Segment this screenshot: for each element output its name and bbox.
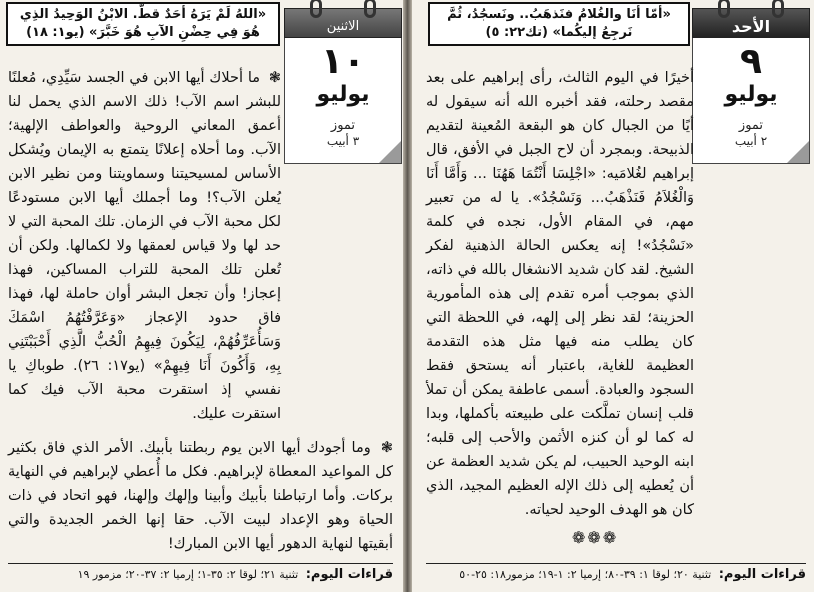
footer-label: قراءات اليوم: [718,567,806,582]
calendar-month-syriac: تموز [738,118,764,133]
header-quote-text: «اللهُ لَمْ يَرَهُ أحَدٌ قطّ. الابْنُ الوَحِيدُ الذِي هُوَ فِي حِضْنِ الآبِ هُوَ خَبَّرَ» (يو١: ١٨) [19,7,267,40]
calendar-month-coptic: ٣ أبيب [326,134,360,148]
bullet-icon: ❃ [380,440,394,456]
header-quote-text: «أمّا أنَا والغُلامُ فنَذهَبُ.. ونَسجُدُ، ثُمَّ نَرجِعُ إليكُما» (تك٢٢: ٥) [447,7,671,40]
header-quote-right [428,2,690,46]
calendar-month-syriac: تموز [330,118,356,133]
calendar-weekday: الاثنين [284,8,402,38]
calendar-ring-icon [310,0,322,18]
section-separator: ❁❁❁ [572,528,619,547]
paragraph-text: ما أحلاك أيها الابن في الجسد سَيِّدِي، مُعلنًا للبشر اسم الآب! ذلك الاسم الذي يحمل لنا أعمق المعاني الروحية والعواطف الإلهية؛ الآب. وما أحلاه إعلانًا يتمتع به الإيمان ويُشكل الأساس لمسيحيتنا وسماويتنا ومن نظير الابن يُعلن الآب؟! وما أجملك أيها الابن مستودعًا لكل محبة الآب في الزمان. تلك المحبة التي لا حد لها ولا قياس لعمقها ولا لكمالها. ولكن أن تُعلن تلك المحبة للتراب المساكين، فهذا إعجاز! وأن تجعل البشر أوان حاملة لها، فهذا فاق حدود الإعجاز «وَعَرَّفْتُهُمُ اسْمَكَ وَسَأُعَرِّفُهُمْ، لِيَكُونَ فِيهِمُ الْحُبُّ الَّذِي أَحْبَبْتَنِي بِهِ، وَأَكُونَ أَنَا فِيهِمْ» (يو١٧: ٢٦). طوباكِ يا نفسي إذ استقرت محبة الآب فيك كما استقرت عليك. [8,70,281,422]
footer-readings: تثنية ٢٠؛ لوقا ١: ٣٩-٨٠؛ إرميا ٢: ١-١٩؛ مزمور١٨: ٢٥-٥٠ [459,568,712,581]
calendar-month-coptic: ٢ أبيب [734,134,768,148]
calendar-ring-icon [772,0,784,18]
footer-label: قراءات اليوم: [305,567,393,582]
calendar-weekday: الأحد [692,8,810,38]
header-quote-left [6,2,280,46]
calendar-day: ١٠ [321,41,365,82]
left-page [0,0,403,592]
paragraph [8,436,393,556]
calendar-month-gregorian: يوليو [316,82,370,107]
paragraph-text: وما أجودك أيها الابن يوم ربطتنا بأبيك. الأمر الذي فاق بكثير كل المواعيد المعطاة لإبراهيم. فكل ما أُعطي لإبراهيم في النهاية بركات. وأما ارتباطنا بأبيك وأبينا وإلهك وإلهنا، فهو اتحاد في ذات الحياة وهو الإعداد لبيت الآب. حقا إنها الخمر الجديدة والتي أبقيتها لنهاية الدهور أيها الابن المبارك! [8,440,393,552]
footer-readings: تثنية ٢١؛ لوقا ٢: ٣٥-١؛ إرميا ٢: ٣٧-٢٠؛ مزمور ١٩ [77,568,299,581]
paragraph [8,66,399,426]
bullet-icon: ❃ [268,70,281,86]
book-gutter [403,0,412,592]
footer-readings-right [426,563,806,586]
right-page [412,0,814,592]
calendar-ring-icon [364,0,376,18]
body-text-left [8,66,393,566]
paragraph-text: أخيرًا في اليوم الثالث، رأى إبراهيم على بعد مقصد رحلته، فقد أخبره الله أنه سيقول له أيًا من الجبال كان هو البقعة المُعينة لتقديم الذبيحة. وبمجرد أن لاح الجبل في الأفق، قال إبراهيم لغُلامَيه: «اجْلِسَا أَنْتُمَا هَهُنَا ... وَأَمَّا أَنَا وَالْغُلاَمُ فَنَذْهَبُ... وَنَسْجُدُ». يا له من تعبير مهم، في المقام الأول، نجده في كلمة «نَسْجُدُ»! إنه يعكس الحالة الذهنية لفكر الشيخ. لقد كان شديد الانشغال بالله في ذاته، الذي بموجب أمره تقدم إلى هذه المأمورية الحزينة؛ لقد نظر إلى إلهه، في اللحظة التي كان يطلب منه فيها مثل هذه التقدمة العظيمة للغاية، باعتبار أنه يستحق فقط السجود والعبادة. أسمى عاطفة يمكن أن تملأ قلب إنسان تملَّكت على طبيعته بأكملها، وبدا له كما لو أن كنزه الأثمن والأحب إلى قلبه؛ ابنه الوحيد الحبيب، لم يكن شديد العظمة عن أن يُعطيه إلى ذلك الإله العظيم المجيد، الذي كان هو الهدف الوحيد لحياته. [426,70,694,518]
body-text-right [426,66,806,532]
paragraph [426,66,812,522]
calendar-day: ٩ [740,41,762,82]
footer-readings-left [8,563,393,586]
calendar-ring-icon [718,0,730,18]
calendar-month-gregorian: يوليو [724,82,778,107]
